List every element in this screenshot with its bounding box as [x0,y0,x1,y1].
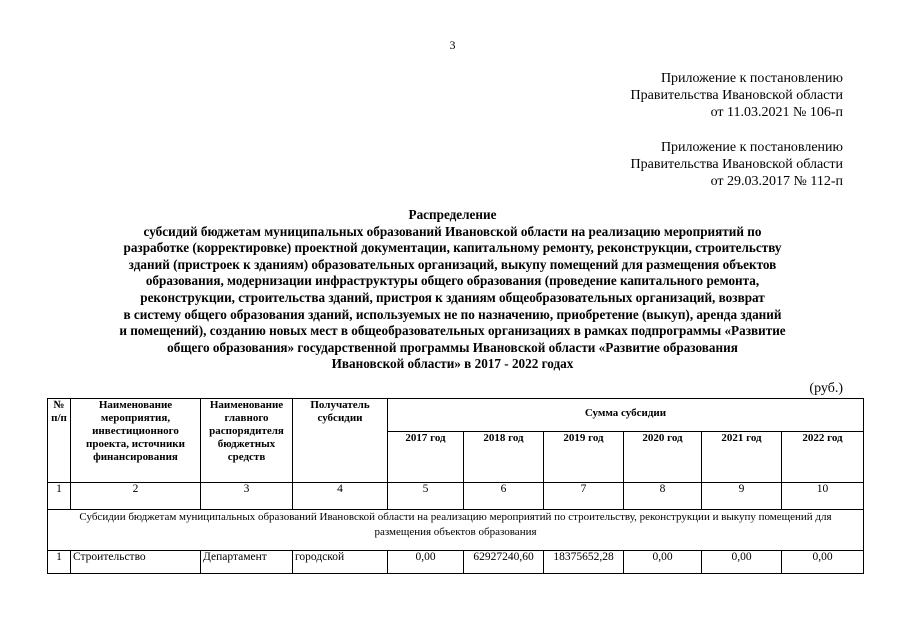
column-number: 8 [624,483,702,510]
appendix-line: Приложение к постановлению [660,140,843,155]
column-number: 7 [544,483,624,510]
section-title: Субсидии бюджетам муниципальных образований Ивановской области на реализацию мероприятий по строительству, реконструкции и выкупу помещений для размещения объектов образования [48,510,864,551]
column-number: 10 [782,483,864,510]
column-number: 6 [464,483,544,510]
row-value-2020: 0,00 [624,551,702,574]
appendix-line: от 11.03.2021 № 106-п [710,105,843,120]
appendix-block-2017 [631,139,843,190]
page-number: 3 [449,38,456,52]
appendix-line: Правительства Ивановской области [630,88,843,103]
title-line: и помещений), созданию новых мест в общеобразовательных организациях в рамках подпрограммы «Развитие [119,323,786,339]
row-value-2021: 0,00 [702,551,782,574]
section-row [48,510,864,551]
header-year: 2019 год [544,432,624,483]
header-year: 2021 год [702,432,782,483]
header-name: Наименование мероприятия, инвестиционного проекта, источники финансирования [71,399,201,483]
title-line: Ивановской области» в 2017 - 2022 годах [331,356,574,372]
title-line: зданий (пристроек к зданиям) образовательных организаций, выкупу помещений для размещения объектов [128,256,777,272]
header-year: 2020 год [624,432,702,483]
appendix-block-2021 [631,70,843,121]
column-numbers-row [48,483,864,510]
column-number: 4 [293,483,388,510]
column-number: 3 [201,483,293,510]
title-heading: Распределение [408,207,497,222]
column-number: 5 [388,483,464,510]
row-recipient: городской [293,551,388,574]
document-title [40,207,865,373]
header-year: 2022 год [782,432,864,483]
appendix-line: Правительства Ивановской области [630,157,843,172]
title-line: общего образования» государственной программы Ивановской области «Развитие образования [167,339,738,355]
header-year: 2017 год [388,432,464,483]
title-line: реконструкции, строительства зданий, пристроя к зданиям общеобразовательных организаций, возврат [140,289,765,305]
header-year: 2018 год [464,432,544,483]
title-line: субсидий бюджетам муниципальных образований Ивановской области на реализацию мероприятий по [143,223,762,239]
row-value-2019: 18375652,28 [544,551,624,574]
currency-unit: (руб.) [809,381,843,396]
title-line: в систему общего образования зданий, используемых не по назначению, приобретение (выкуп), аренда зданий [123,306,782,322]
row-value-2017: 0,00 [388,551,464,574]
column-number: 9 [702,483,782,510]
row-administrator: Департамент [201,551,293,574]
row-name: Строительство [71,551,201,574]
header-num: № п/п [48,399,71,483]
header-administrator: Наименование главного распорядителя бюджетных средств [201,399,293,483]
column-number: 2 [71,483,201,510]
appendix-line: от 29.03.2017 № 112-п [710,174,843,189]
header-sum: Сумма субсидии [388,399,864,432]
column-number: 1 [48,483,71,510]
header-recipient: Получатель субсидии [293,399,388,483]
appendix-line: Приложение к постановлению [660,71,843,86]
row-value-2018: 62927240,60 [464,551,544,574]
title-line: разработке (корректировке) проектной документации, капитальному ремонту, реконструкции, строительству [123,240,782,256]
row-num: 1 [48,551,71,574]
table-row [48,551,864,574]
row-value-2022: 0,00 [782,551,864,574]
subsidy-table [47,398,864,574]
title-line: образования, модернизации инфраструктуры общего образования (проведение капитального ремонта, [145,273,760,289]
